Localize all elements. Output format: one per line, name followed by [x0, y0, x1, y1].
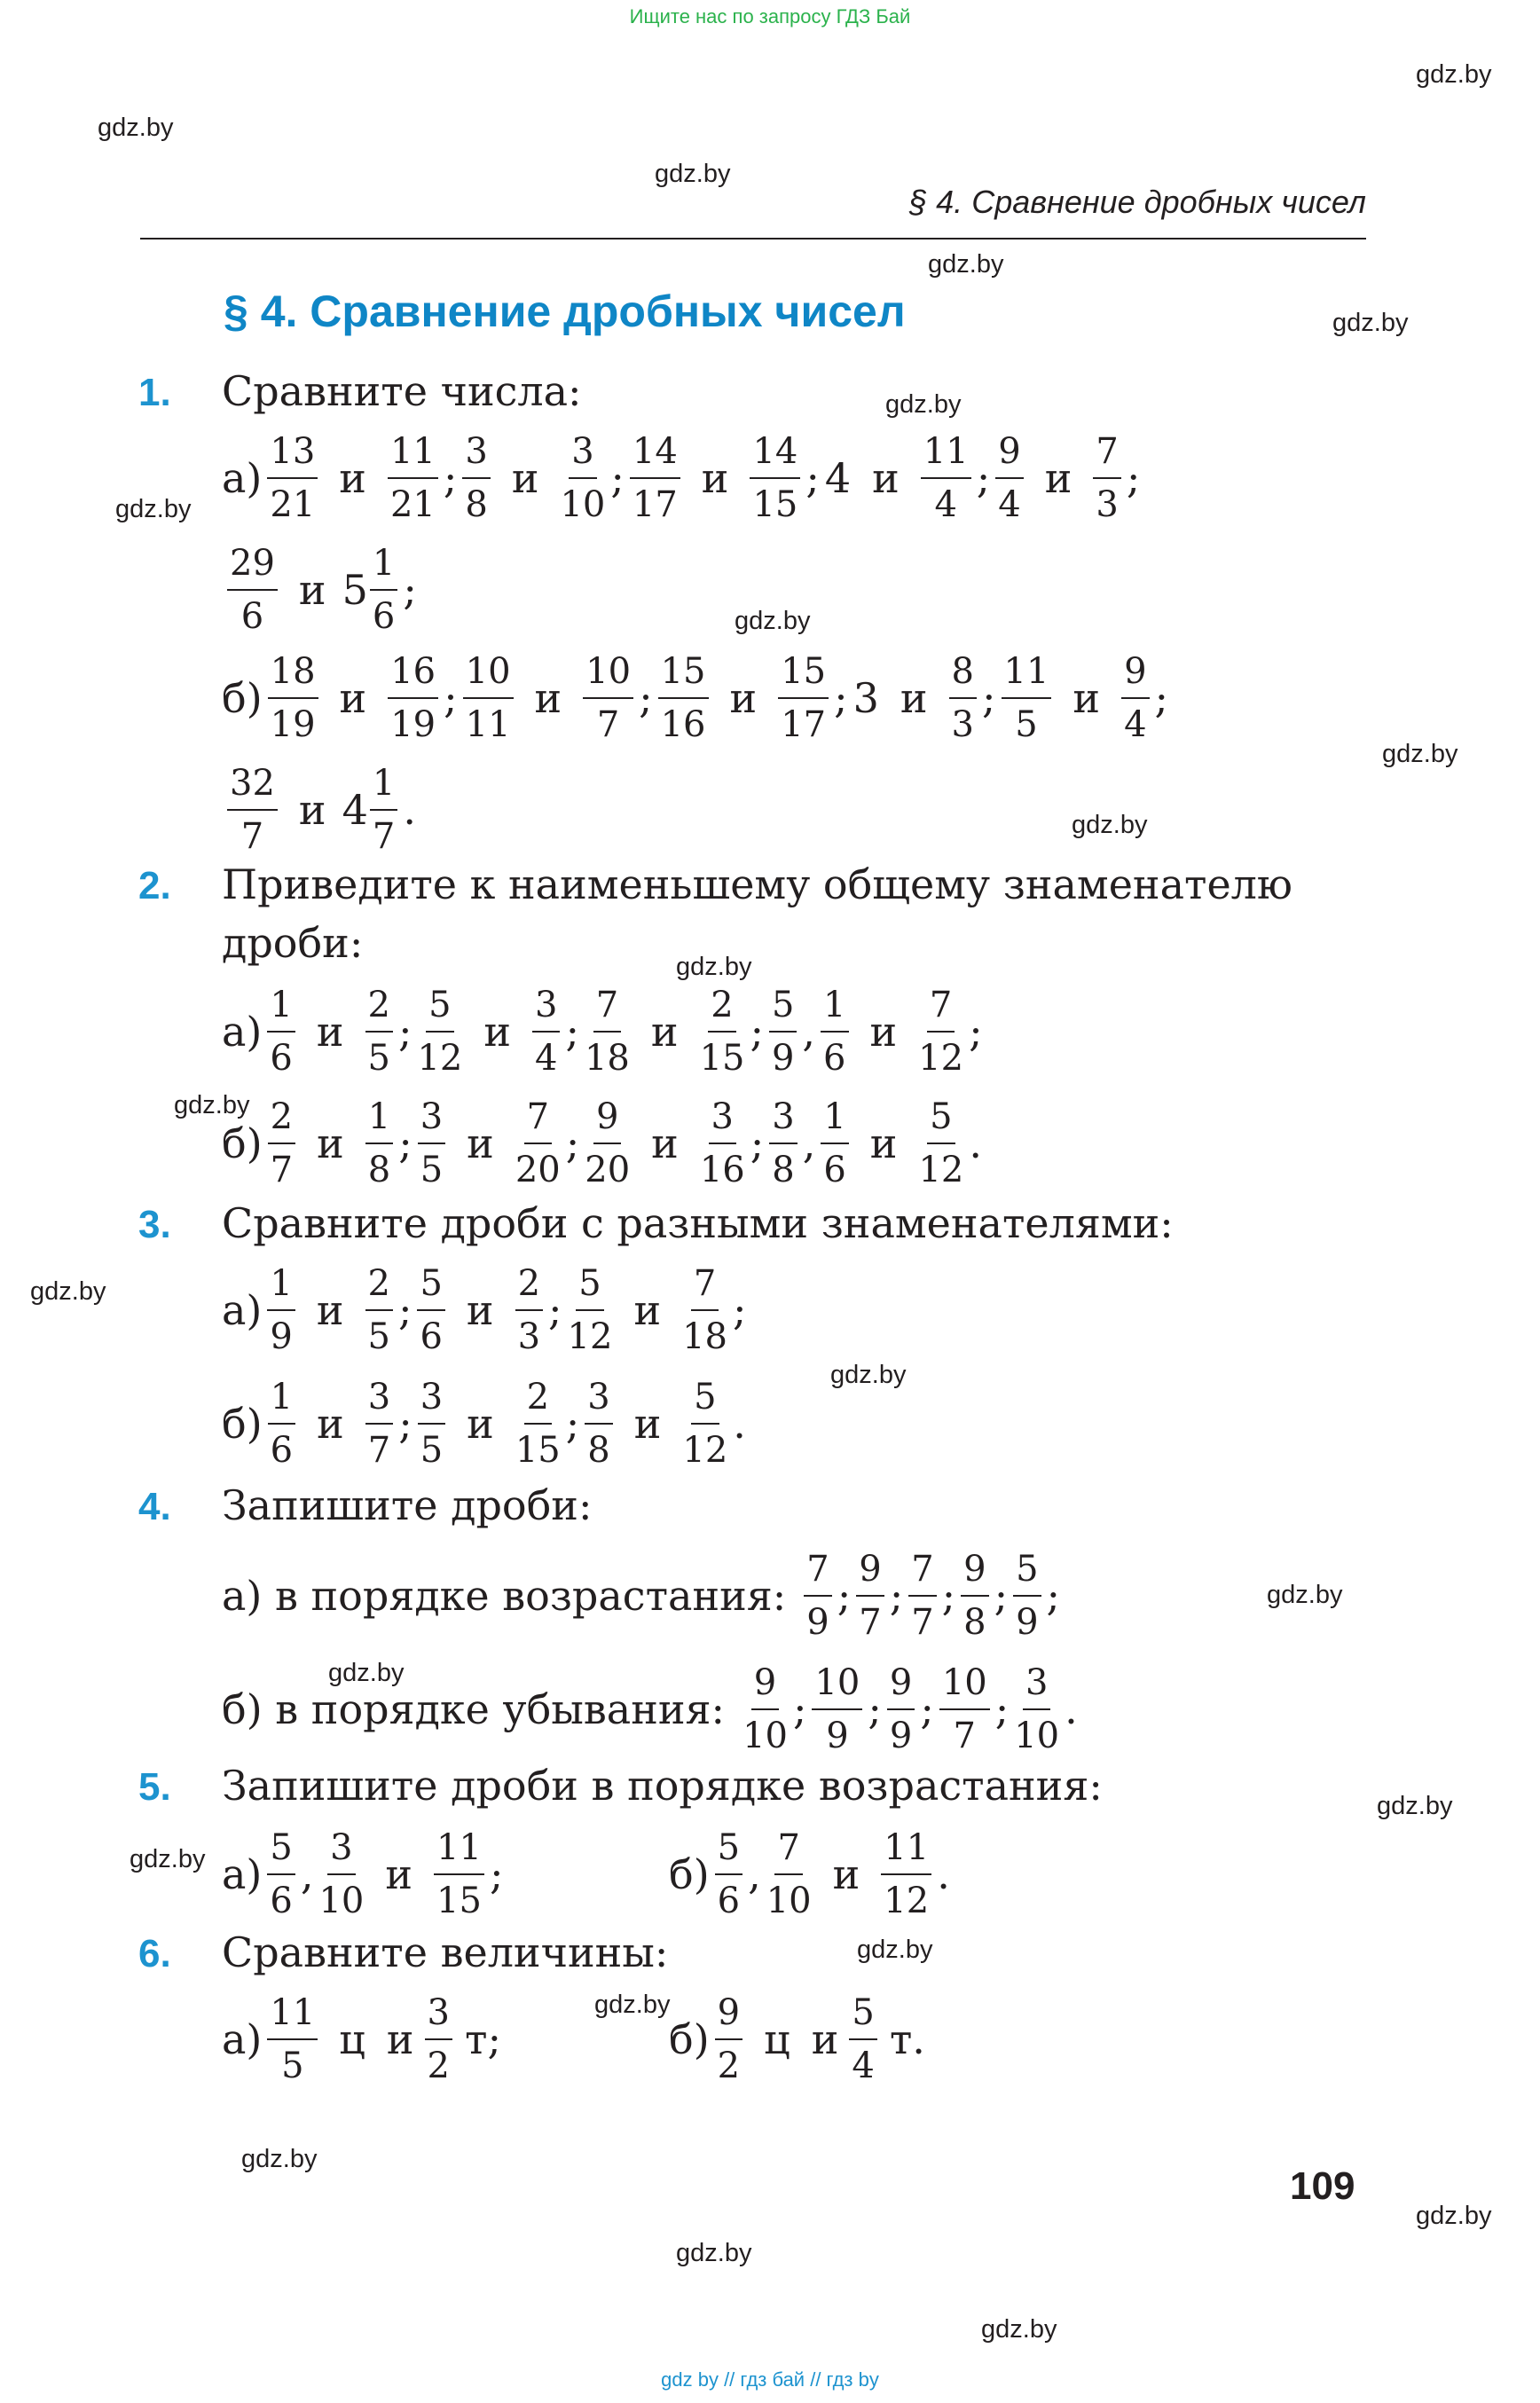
fraction: 3 8 — [462, 426, 490, 530]
task-6a-line: а) 11 5 ц и 3 2 т; — [222, 1987, 501, 2092]
task-1b-line: б) 18 19 и 16 19 ; 10 11 и 10 7 ; 15 16 и 15 17 ; 3 и 8 3 ; 11 5 и 9 4 ; — [222, 646, 1168, 750]
page-number: 109 — [1290, 2164, 1355, 2208]
task-1a-line2: 29 6 и 5 1 6 ; — [222, 538, 417, 642]
watermark: gdz.by — [1382, 740, 1458, 768]
task-1a-line: а) 13 21 и 11 21 ; 3 8 и 3 10 ; 14 17 и 14 15 ; 4 и 11 4 ; 9 4 и 7 3 ; — [222, 426, 1140, 530]
task-6b-line: б) 9 2 ц и 5 4 т. — [669, 1987, 925, 2092]
task-text: Сравните величины: — [222, 1928, 669, 1976]
task-1b-line2: 32 7 и 4 1 7 . — [222, 758, 416, 862]
label-a: а) — [222, 454, 263, 502]
watermark: gdz.by — [1416, 60, 1492, 89]
watermark: gdz.by — [676, 953, 752, 981]
fraction: 16 19 — [388, 646, 438, 750]
watermark: gdz.by — [676, 2239, 752, 2267]
fraction: 10 11 — [463, 646, 514, 750]
watermark: gdz.by — [830, 1361, 907, 1389]
task-number: 1. — [138, 371, 171, 414]
watermark: gdz.by — [1072, 811, 1148, 839]
watermark: gdz.by — [174, 1091, 250, 1119]
watermark: gdz.by — [928, 250, 1004, 279]
mixed-number: 5 1 6 — [342, 538, 404, 642]
fraction: 13 21 — [267, 426, 318, 530]
fraction: 9 4 — [1121, 646, 1149, 750]
watermark: gdz.by — [98, 114, 174, 142]
watermark: gdz.by — [1416, 2202, 1492, 2230]
task-number: 2. — [138, 864, 171, 907]
footer-links[interactable]: gdz by // гдз бай // гдз by — [661, 2368, 879, 2391]
task-number: 6. — [138, 1932, 171, 1975]
task-3b-line: б) 1 6 и 3 7 ; 3 5 и 2 15 ; 3 8 и 5 12 . — [222, 1371, 746, 1476]
task-4b-line: б) в порядке убывания: 9 10 ; 10 9 ; 9 9 ; 10 7 ; 3 10 . — [222, 1657, 1078, 1762]
fraction: 32 7 — [227, 758, 278, 862]
task-number: 5. — [138, 1765, 171, 1809]
task-4a-line: а) в порядке возрастания: 7 9 ; 9 7 ; 7 7 ; 9 8 ; 5 9 ; — [222, 1543, 1060, 1648]
watermark: gdz.by — [241, 2145, 318, 2173]
fraction: 3 10 — [560, 426, 605, 530]
watermark: gdz.by — [594, 1991, 671, 2019]
watermark: gdz.by — [981, 2315, 1057, 2344]
task-text: Запишите дроби в порядке возрастания: — [222, 1762, 1103, 1810]
watermark: gdz.by — [328, 1659, 405, 1687]
task-text: Запишите дроби: — [222, 1481, 593, 1529]
fraction: 9 4 — [995, 426, 1023, 530]
fraction: 11 21 — [388, 426, 438, 530]
fraction: 14 17 — [630, 426, 680, 530]
label-b: б) — [222, 674, 263, 722]
running-header: § 4. Сравнение дробных чисел — [909, 184, 1366, 220]
watermark: gdz.by — [115, 495, 192, 523]
watermark: gdz.by — [30, 1277, 106, 1306]
task-number: 4. — [138, 1485, 171, 1528]
task-3a-line: а) 1 9 и 2 5 ; 5 6 и 2 3 ; 5 12 и 7 18 ; — [222, 1258, 747, 1362]
fraction: 11 4 — [921, 426, 971, 530]
fraction: 8 3 — [949, 646, 977, 750]
fraction: 15 16 — [658, 646, 709, 750]
fraction: 14 15 — [750, 426, 800, 530]
fraction: 15 17 — [778, 646, 829, 750]
task-text: Приведите к наименьшему общему знаменателю — [222, 860, 1292, 908]
watermark: gdz.by — [885, 390, 962, 419]
watermark: gdz.by — [1267, 1581, 1343, 1609]
fraction: 29 6 — [227, 538, 278, 642]
watermark: gdz.by — [857, 1936, 933, 1964]
watermark: gdz.by — [130, 1845, 206, 1873]
top-banner: Ищите нас по запросу ГДЗ Бай — [629, 5, 911, 27]
task-2b-line: б) 2 7 и 1 8 ; 3 5 и 7 20 ; 9 20 и 3 16 ; 3 8 , 1 6 и 5 12 . — [222, 1091, 982, 1196]
task-text: дроби: — [222, 919, 364, 967]
task-text: Сравните дроби с разными знаменателями: — [222, 1199, 1174, 1247]
task-5a-line: а) 5 6 , 3 10 и 11 15 ; — [222, 1822, 503, 1927]
fraction: 10 7 — [583, 646, 633, 750]
fraction: 11 5 — [1002, 646, 1052, 750]
watermark: gdz.by — [655, 160, 731, 188]
header-rule — [140, 238, 1366, 240]
section-title: § 4. Сравнение дробных чисел — [224, 287, 906, 336]
mixed-number: 4 1 7 — [342, 758, 404, 862]
task-text: Сравните числа: — [222, 367, 582, 415]
fraction: 7 3 — [1093, 426, 1120, 530]
task-5b-line: б) 5 6 , 7 10 и 11 12 . — [669, 1822, 950, 1927]
task-2a-line: а) 1 6 и 2 5 ; 5 12 и 3 4 ; 7 18 и 2 15 ; 5 9 , 1 6 и 7 12 ; — [222, 979, 983, 1084]
fraction: 18 19 — [268, 646, 318, 750]
watermark: gdz.by — [735, 607, 811, 635]
watermark: gdz.by — [1377, 1792, 1453, 1820]
watermark: gdz.by — [1332, 309, 1409, 337]
task-number: 3. — [138, 1203, 171, 1246]
